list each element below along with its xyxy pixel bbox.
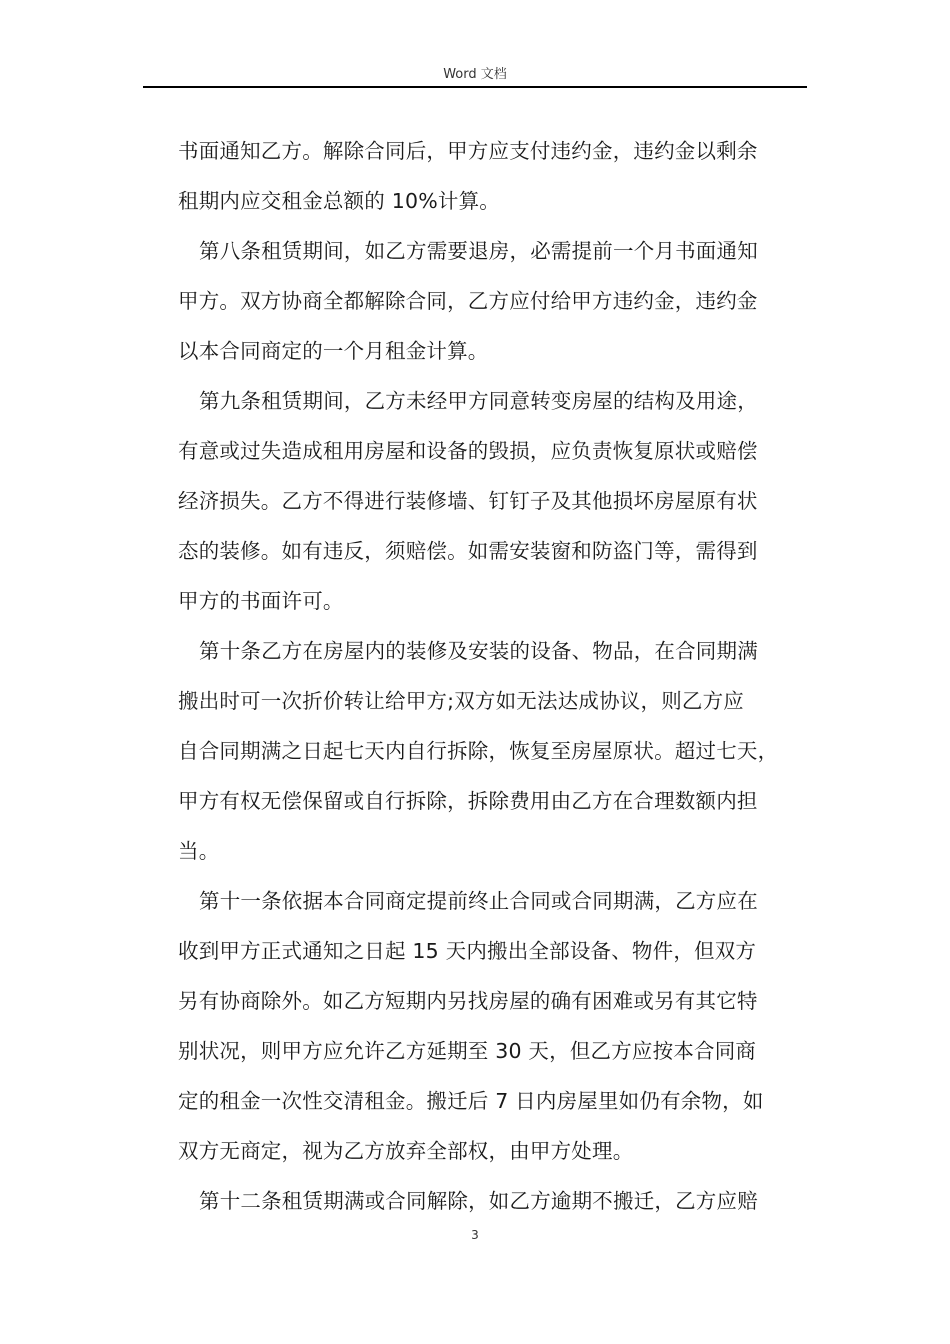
text-line: 租期内应交租金总额的 10%计算。 <box>178 189 500 213</box>
page-header-title: Word 文档 <box>443 67 507 82</box>
text-line: 以本合同商定的一个月租金计算。 <box>178 339 489 363</box>
paragraph-start-line: 第十二条租赁期满或合同解除，如乙方逾期不搬迁，乙方应赔 <box>199 1189 758 1213</box>
paragraph-start-line: 第八条租赁期间，如乙方需要退房，必需提前一个月书面通知 <box>199 239 758 263</box>
paragraph-start-line: 第十一条依据本合同商定提前终止合同或合同期满，乙方应在 <box>199 889 758 913</box>
header-divider <box>143 86 807 88</box>
paragraph-start-line: 第十条乙方在房屋内的装修及安装的设备、物品，在合同期满 <box>199 639 758 663</box>
page-number: 3 <box>471 1228 479 1242</box>
text-line: 经济损失。乙方不得进行装修墙、钉钉子及其他损坏房屋原有状 <box>178 489 758 513</box>
text-line: 有意或过失造成租用房屋和设备的毁损，应负责恢复原状或赔偿 <box>178 439 758 463</box>
text-line: 别状况，则甲方应允许乙方延期至 30 天，但乙方应按本合同商 <box>178 1039 757 1063</box>
text-line: 甲方的书面许可。 <box>178 589 344 613</box>
text-line: 书面通知乙方。解除合同后，甲方应支付违约金，违约金以剩余 <box>178 139 758 163</box>
text-line: 定的租金一次性交清租金。搬迁后 7 日内房屋里如仍有余物，如 <box>178 1089 764 1113</box>
text-line: 双方无商定，视为乙方放弃全部权，由甲方处理。 <box>178 1139 634 1163</box>
text-line: 态的装修。如有违反，须赔偿。如需安装窗和防盗门等，需得到 <box>178 539 758 563</box>
document-body <box>178 126 818 1226</box>
paragraph-start-line: 第九条租赁期间，乙方未经甲方同意转变房屋的结构及用途， <box>199 389 758 413</box>
text-line: 收到甲方正式通知之日起 15 天内搬出全部设备、物件，但双方 <box>178 939 757 963</box>
text-line: 另有协商除外。如乙方短期内另找房屋的确有困难或另有其它特 <box>178 989 758 1013</box>
text-line: 搬出时可一次折价转让给甲方;双方如无法达成协议，则乙方应 <box>178 689 745 713</box>
text-line: 自合同期满之日起七天内自行拆除，恢复至房屋原状。超过七天， <box>178 739 779 763</box>
text-line: 当。 <box>178 839 220 863</box>
text-line: 甲方有权无偿保留或自行拆除，拆除费用由乙方在合理数额内担 <box>178 789 758 813</box>
text-line: 甲方。双方协商全都解除合同，乙方应付给甲方违约金，违约金 <box>178 289 758 313</box>
